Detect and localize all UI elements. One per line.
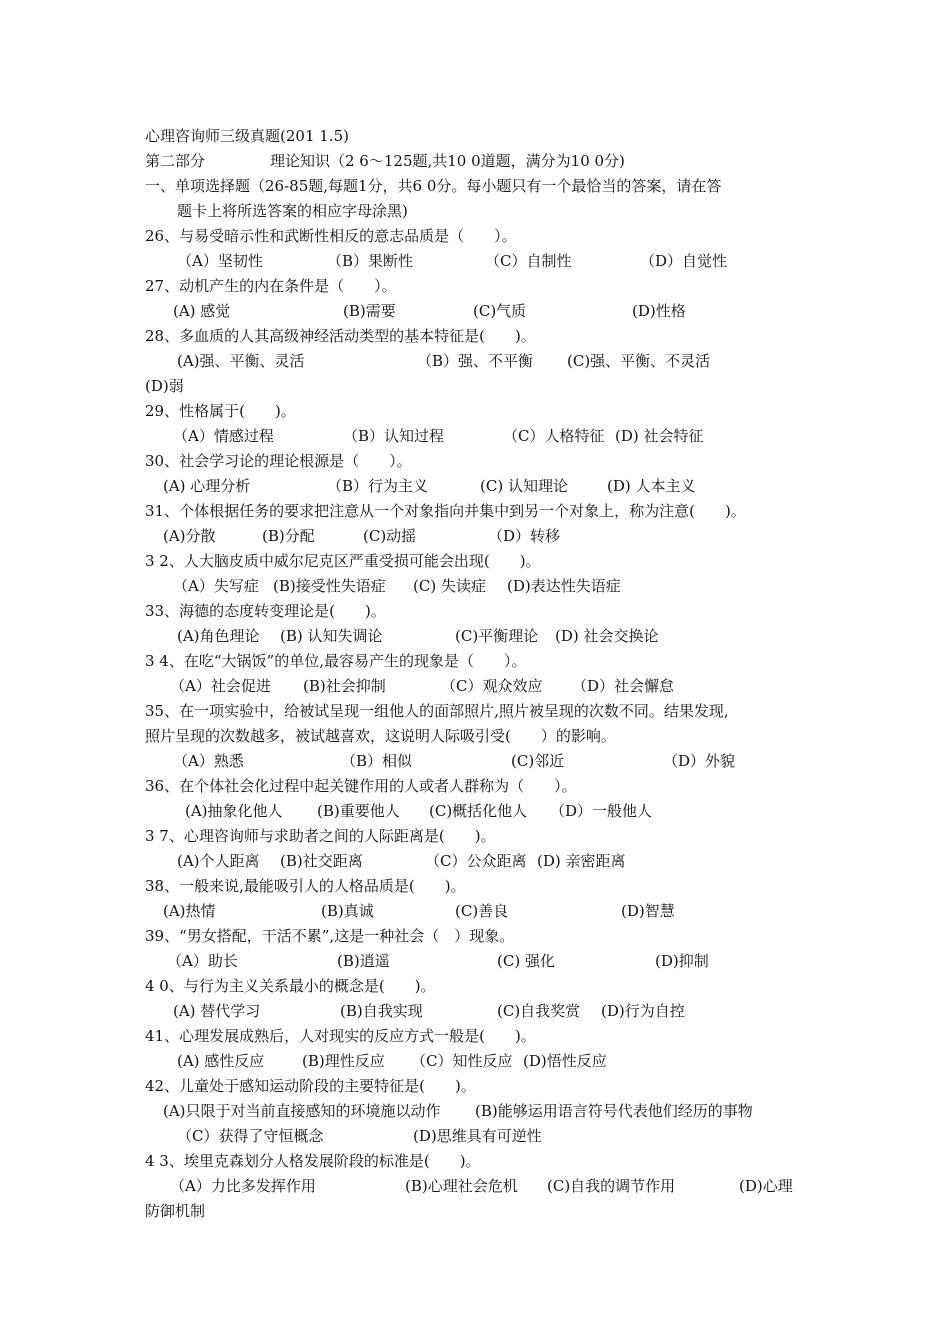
question-stem: 31、个体根据任务的要求把注意从一个对象指向并集中到另一个对象上，称为注意( )。 — [145, 502, 746, 520]
option: （D）转移 — [488, 527, 561, 545]
option: (D)行为自控 — [601, 1002, 685, 1020]
option: (B)重要他人 — [317, 802, 400, 820]
option: (C)气质 — [473, 302, 527, 320]
part-label: 第二部分 — [145, 152, 206, 170]
option: (A) 感觉 — [173, 302, 231, 320]
option: (D)性格 — [632, 302, 686, 320]
question-stem: 38、一般来说,最能吸引人的人格品质是( )。 — [145, 877, 466, 895]
section-instruction-line2: 题卡上将所选答案的相应字母涂黑) — [177, 202, 408, 220]
option: (D)智慧 — [621, 902, 675, 920]
option: (D) 人本主义 — [607, 477, 696, 495]
option: (D)弱 — [145, 377, 184, 395]
option: （A）情感过程 — [173, 427, 274, 445]
option: (B)接受性失语症 — [273, 577, 386, 595]
option: （B）行为主义 — [327, 477, 429, 495]
option: (C)平衡理论 — [455, 627, 539, 645]
question-stem: 3 2、人大脑皮质中威尔尼克区严重受损可能会出现( )。 — [145, 552, 541, 570]
option: (C)自我奖赏 — [497, 1002, 581, 1020]
question-stem: 39、“男女搭配，干活不累”,这是一种社会（ ）现象。 — [145, 927, 515, 945]
section-instruction-line1: 一、单项选择题（26-85题,每题1分，共6 0分。每小题只有一个最恰当的答案，请在答 — [145, 177, 722, 195]
question-stem: 35、在一项实验中，给被试呈现一组他人的面部照片,照片被呈现的次数不同。结果发现, — [145, 702, 729, 720]
option: （A）力比多发挥作用 — [170, 1177, 316, 1195]
option: (D) 社会特征 — [615, 427, 704, 445]
option: (C)善良 — [455, 902, 509, 920]
question-stem: 4 0、与行为主义关系最小的概念是( )。 — [145, 977, 436, 995]
option: （C）观众效应 — [441, 677, 543, 695]
option: （C）公众距离 — [425, 852, 527, 870]
option: (A)热情 — [163, 902, 216, 920]
option: (C)强、平衡、不灵活 — [567, 352, 711, 370]
option: (B) 认知失调论 — [280, 627, 383, 645]
option: (C) 认知理论 — [480, 477, 568, 495]
option: （C）自制性 — [485, 252, 572, 270]
option: （A）坚韧性 — [177, 252, 263, 270]
part-description: 理论知识（2 6～125题,共10 0道题，满分为10 0分) — [270, 152, 625, 170]
option: （D）外貌 — [663, 752, 736, 770]
option: （D）一般他人 — [550, 802, 653, 820]
option: （B）果断性 — [327, 252, 414, 270]
option: (A)角色理论 — [177, 627, 260, 645]
option-continued: 防御机制 — [145, 1202, 206, 1220]
option: (D) 社会交换论 — [555, 627, 659, 645]
question-stem: 36、在个体社会化过程中起关键作用的人或者人群称为（ ）。 — [145, 777, 577, 795]
question-stem: 26、与易受暗示性和武断性相反的意志品质是（ ）。 — [145, 227, 517, 245]
question-stem: 42、儿童处于感知运动阶段的主要特征是( )。 — [145, 1077, 476, 1095]
question-stem: 33、海德的态度转变理论是( )。 — [145, 602, 386, 620]
option: (A) 感性反应 — [177, 1052, 265, 1070]
option: （C）获得了守恒概念 — [177, 1127, 324, 1145]
option: (A)强、平衡、灵活 — [177, 352, 305, 370]
option: （B）强、不平衡 — [417, 352, 534, 370]
question-stem: 41、心理发展成熟后，人对现实的反应方式一般是( )。 — [145, 1027, 536, 1045]
option: (D)心理 — [739, 1177, 793, 1195]
option: （B）认知过程 — [343, 427, 445, 445]
option: (A)只限于对当前直接感知的环境施以动作 — [163, 1102, 441, 1120]
option: (B)社会抑制 — [303, 677, 386, 695]
option: (D)抑制 — [655, 952, 709, 970]
question-stem: 4 3、埃里克森划分人格发展阶段的标准是( )。 — [145, 1152, 481, 1170]
option: （A）熟悉 — [173, 752, 244, 770]
option: （C）知性反应 — [411, 1052, 513, 1070]
option: (B)心理社会危机 — [405, 1177, 518, 1195]
option: (B)逍遥 — [337, 952, 390, 970]
question-stem: 27、动机产生的内在条件是（ ）。 — [145, 277, 397, 295]
question-stem: 3 4、在吃“大锅饭”的单位,最容易产生的现象是（ ）。 — [145, 652, 527, 670]
option: (A)抽象化他人 — [185, 802, 283, 820]
option: (C)自我的调节作用 — [547, 1177, 676, 1195]
option: (A)个人距离 — [177, 852, 260, 870]
question-stem-continued: 照片呈现的次数越多，被试越喜欢，这说明人际吸引受( ）的影响。 — [145, 727, 616, 745]
option: （D）自觉性 — [640, 252, 728, 270]
option: （A）助长 — [167, 952, 238, 970]
option: （B）相似 — [341, 752, 413, 770]
option: (B)需要 — [343, 302, 396, 320]
option: (D)表达性失语症 — [507, 577, 621, 595]
option: (B)社交距离 — [280, 852, 363, 870]
option: (A) 心理分析 — [163, 477, 251, 495]
option: (B)自我实现 — [340, 1002, 423, 1020]
option: (C)动摇 — [363, 527, 417, 545]
option: （C）人格特征 — [503, 427, 605, 445]
option: (D)思维具有可逆性 — [413, 1127, 542, 1145]
option: (D) 亲密距离 — [537, 852, 626, 870]
doc-title: 心理咨询师三级真题(201 1.5) — [145, 127, 349, 145]
option: (C) 强化 — [497, 952, 555, 970]
option: (B)真诚 — [321, 902, 374, 920]
option: (B)理性反应 — [302, 1052, 385, 1070]
option: (A)分散 — [163, 527, 216, 545]
option: （D）社会懈怠 — [572, 677, 675, 695]
question-stem: 3 7、心理咨询师与求助者之间的人际距离是( )。 — [145, 827, 496, 845]
option: (C)邻近 — [511, 752, 565, 770]
question-stem: 28、多血质的人其高级神经活动类型的基本特征是( )。 — [145, 327, 536, 345]
option: (B)能够运用语言符号代表他们经历的事物 — [475, 1102, 753, 1120]
question-stem: 30、社会学习论的理论根源是（ ）。 — [145, 452, 412, 470]
option: (B)分配 — [262, 527, 315, 545]
option: (C) 失读症 — [413, 577, 486, 595]
option: （A）失写症 — [173, 577, 259, 595]
option: (C)概括化他人 — [429, 802, 528, 820]
option: （A）社会促进 — [170, 677, 271, 695]
option: (A) 替代学习 — [173, 1002, 261, 1020]
question-stem: 29、性格属于( )。 — [145, 402, 296, 420]
option: (D)悟性反应 — [523, 1052, 607, 1070]
